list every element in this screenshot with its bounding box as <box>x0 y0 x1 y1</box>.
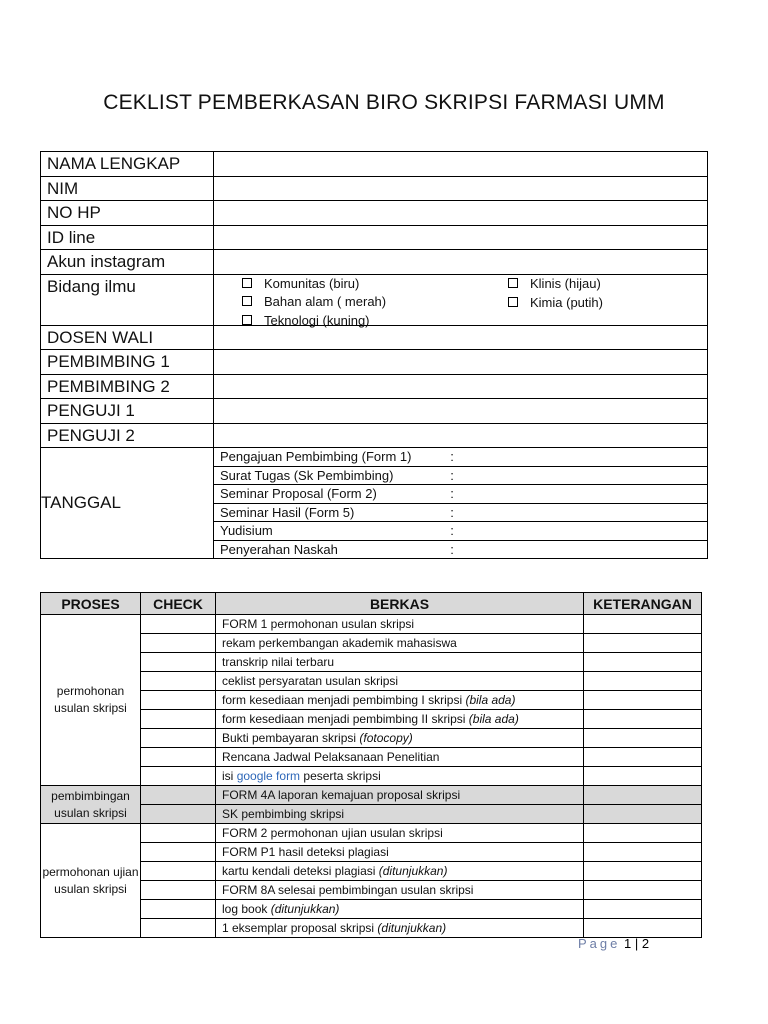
checkbox-icon <box>242 278 252 288</box>
check-cell[interactable] <box>141 729 216 748</box>
option-kimia[interactable]: Kimia (putih) <box>508 295 603 310</box>
keterangan-cell[interactable] <box>584 767 702 786</box>
check-cell[interactable] <box>141 786 216 805</box>
check-cell[interactable] <box>141 824 216 843</box>
berkas-item: FORM 1 permohonan usulan skripsi <box>216 615 584 634</box>
option-teknologi[interactable]: Teknologi (kuning) <box>242 313 370 328</box>
berkas-item: FORM 4A laporan kemajuan proposal skripsi <box>216 786 584 805</box>
berkas-item: rekam perkembangan akademik mahasiswa <box>216 634 584 653</box>
berkas-item: log book (ditunjukkan) <box>216 900 584 919</box>
check-cell[interactable] <box>141 767 216 786</box>
berkas-item: ceklist persyaratan usulan skripsi <box>216 672 584 691</box>
keterangan-cell[interactable] <box>584 881 702 900</box>
date-item: Yudisium <box>214 522 450 541</box>
checkbox-icon <box>508 297 518 307</box>
date-value[interactable]: : <box>450 541 454 557</box>
berkas-item: Rencana Jadwal Pelaksanaan Penelitian <box>216 748 584 767</box>
berkas-item: form kesediaan menjadi pembimbing II skripsi (bila ada) <box>216 710 584 729</box>
header-check: CHECK <box>141 593 216 615</box>
check-cell[interactable] <box>141 900 216 919</box>
check-cell[interactable] <box>141 748 216 767</box>
field-nama-lengkap[interactable] <box>214 152 708 177</box>
berkas-item: Bukti pembayaran skripsi (fotocopy) <box>216 729 584 748</box>
check-cell[interactable] <box>141 881 216 900</box>
keterangan-cell[interactable] <box>584 919 702 938</box>
date-item: Seminar Proposal (Form 2) <box>214 485 450 504</box>
berkas-item: kartu kendali deteksi plagiasi (ditunjukkan) <box>216 862 584 881</box>
page-current: 1 <box>624 936 632 951</box>
berkas-item: FORM P1 hasil deteksi plagiasi <box>216 843 584 862</box>
check-cell[interactable] <box>141 691 216 710</box>
page-word: Page <box>578 936 621 951</box>
label-pembimbing-2: PEMBIMBING 2 <box>41 374 214 399</box>
berkas-item: FORM 8A selesai pembimbingan usulan skripsi <box>216 881 584 900</box>
proses-pembimbingan-usulan: pembimbingan usulan skripsi <box>41 786 141 824</box>
check-cell[interactable] <box>141 672 216 691</box>
proses-permohonan-usulan: permohonan usulan skripsi <box>41 615 141 786</box>
check-cell[interactable] <box>141 653 216 672</box>
date-value[interactable]: : <box>450 466 707 485</box>
label-penguji-2: PENGUJI 2 <box>41 423 214 448</box>
proses-permohonan-ujian: permohonan ujian usulan skripsi <box>41 824 141 938</box>
label-dosen-wali: DOSEN WALI <box>41 325 214 350</box>
option-klinis[interactable]: Klinis (hijau) <box>508 276 601 291</box>
keterangan-cell[interactable] <box>584 843 702 862</box>
berkas-item: 1 eksemplar proposal skripsi (ditunjukkan) <box>216 919 584 938</box>
checkbox-icon <box>242 315 252 325</box>
keterangan-cell[interactable] <box>584 691 702 710</box>
field-akun-instagram[interactable] <box>214 250 708 275</box>
date-value[interactable]: : <box>450 522 707 541</box>
label-tanggal: TANGGAL <box>41 448 214 559</box>
keterangan-cell[interactable] <box>584 729 702 748</box>
keterangan-cell[interactable] <box>584 653 702 672</box>
keterangan-cell[interactable] <box>584 615 702 634</box>
keterangan-cell[interactable] <box>584 862 702 881</box>
label-nama-lengkap: NAMA LENGKAP <box>41 152 214 177</box>
page-total: 2 <box>641 936 650 951</box>
berkas-item: SK pembimbing skripsi <box>216 805 584 824</box>
page-separator: | <box>634 936 639 951</box>
header-berkas: BERKAS <box>216 593 584 615</box>
field-dosen-wali[interactable] <box>214 325 708 350</box>
keterangan-cell[interactable] <box>584 710 702 729</box>
check-cell[interactable] <box>141 615 216 634</box>
option-bahan-alam[interactable]: Bahan alam ( merah) <box>242 294 386 309</box>
document-title: CEKLIST PEMBERKASAN BIRO SKRIPSI FARMASI UMM <box>103 91 665 114</box>
keterangan-cell[interactable] <box>584 824 702 843</box>
header-keterangan: KETERANGAN <box>584 593 702 615</box>
field-no-hp[interactable] <box>214 201 708 226</box>
field-penguji-2[interactable] <box>214 423 708 448</box>
date-value[interactable]: : <box>450 485 707 504</box>
field-penguji-1[interactable] <box>214 399 708 424</box>
berkas-item: transkrip nilai terbaru <box>216 653 584 672</box>
date-value[interactable]: : <box>450 503 707 522</box>
label-bidang-ilmu: Bidang ilmu <box>41 274 214 325</box>
check-cell[interactable] <box>141 843 216 862</box>
check-cell[interactable] <box>141 805 216 824</box>
process-checklist-table <box>40 592 702 938</box>
date-item: Surat Tugas (Sk Pembimbing) <box>214 466 450 485</box>
keterangan-cell[interactable] <box>584 900 702 919</box>
checkbox-icon <box>508 278 518 288</box>
label-akun-instagram: Akun instagram <box>41 250 214 275</box>
keterangan-cell[interactable] <box>584 786 702 805</box>
tanggal-list <box>214 448 708 559</box>
page-number <box>578 936 649 951</box>
label-penguji-1: PENGUJI 1 <box>41 399 214 424</box>
check-cell[interactable] <box>141 919 216 938</box>
berkas-item: form kesediaan menjadi pembimbing I skripsi (bila ada) <box>216 691 584 710</box>
field-pembimbing-2[interactable] <box>214 374 708 399</box>
bidang-options <box>214 274 708 328</box>
label-pembimbing-1: PEMBIMBING 1 <box>41 350 214 375</box>
date-value[interactable]: : <box>450 448 707 466</box>
keterangan-cell[interactable] <box>584 634 702 653</box>
keterangan-cell[interactable] <box>584 748 702 767</box>
field-nim[interactable] <box>214 176 708 201</box>
check-cell[interactable] <box>141 634 216 653</box>
keterangan-cell[interactable] <box>584 805 702 824</box>
berkas-item: isi google form peserta skripsi <box>216 767 584 786</box>
berkas-item: FORM 2 permohonan ujian usulan skripsi <box>216 824 584 843</box>
keterangan-cell[interactable] <box>584 672 702 691</box>
option-komunitas[interactable]: Komunitas (biru) <box>242 276 359 291</box>
field-id-line[interactable] <box>214 225 708 250</box>
google-form-link[interactable]: google form <box>236 768 301 783</box>
checkbox-icon <box>242 296 252 306</box>
label-id-line: ID line <box>41 225 214 250</box>
check-cell[interactable] <box>141 862 216 881</box>
label-no-hp: NO HP <box>41 201 214 226</box>
header-proses: PROSES <box>41 593 141 615</box>
field-pembimbing-1[interactable] <box>214 350 708 375</box>
date-item: Pengajuan Pembimbing (Form 1) <box>214 448 450 466</box>
date-item: Seminar Hasil (Form 5) <box>214 503 450 522</box>
student-info-table <box>40 151 708 559</box>
label-nim: NIM <box>41 176 214 201</box>
check-cell[interactable] <box>141 710 216 729</box>
date-item: Penyerahan Naskah <box>220 541 338 557</box>
